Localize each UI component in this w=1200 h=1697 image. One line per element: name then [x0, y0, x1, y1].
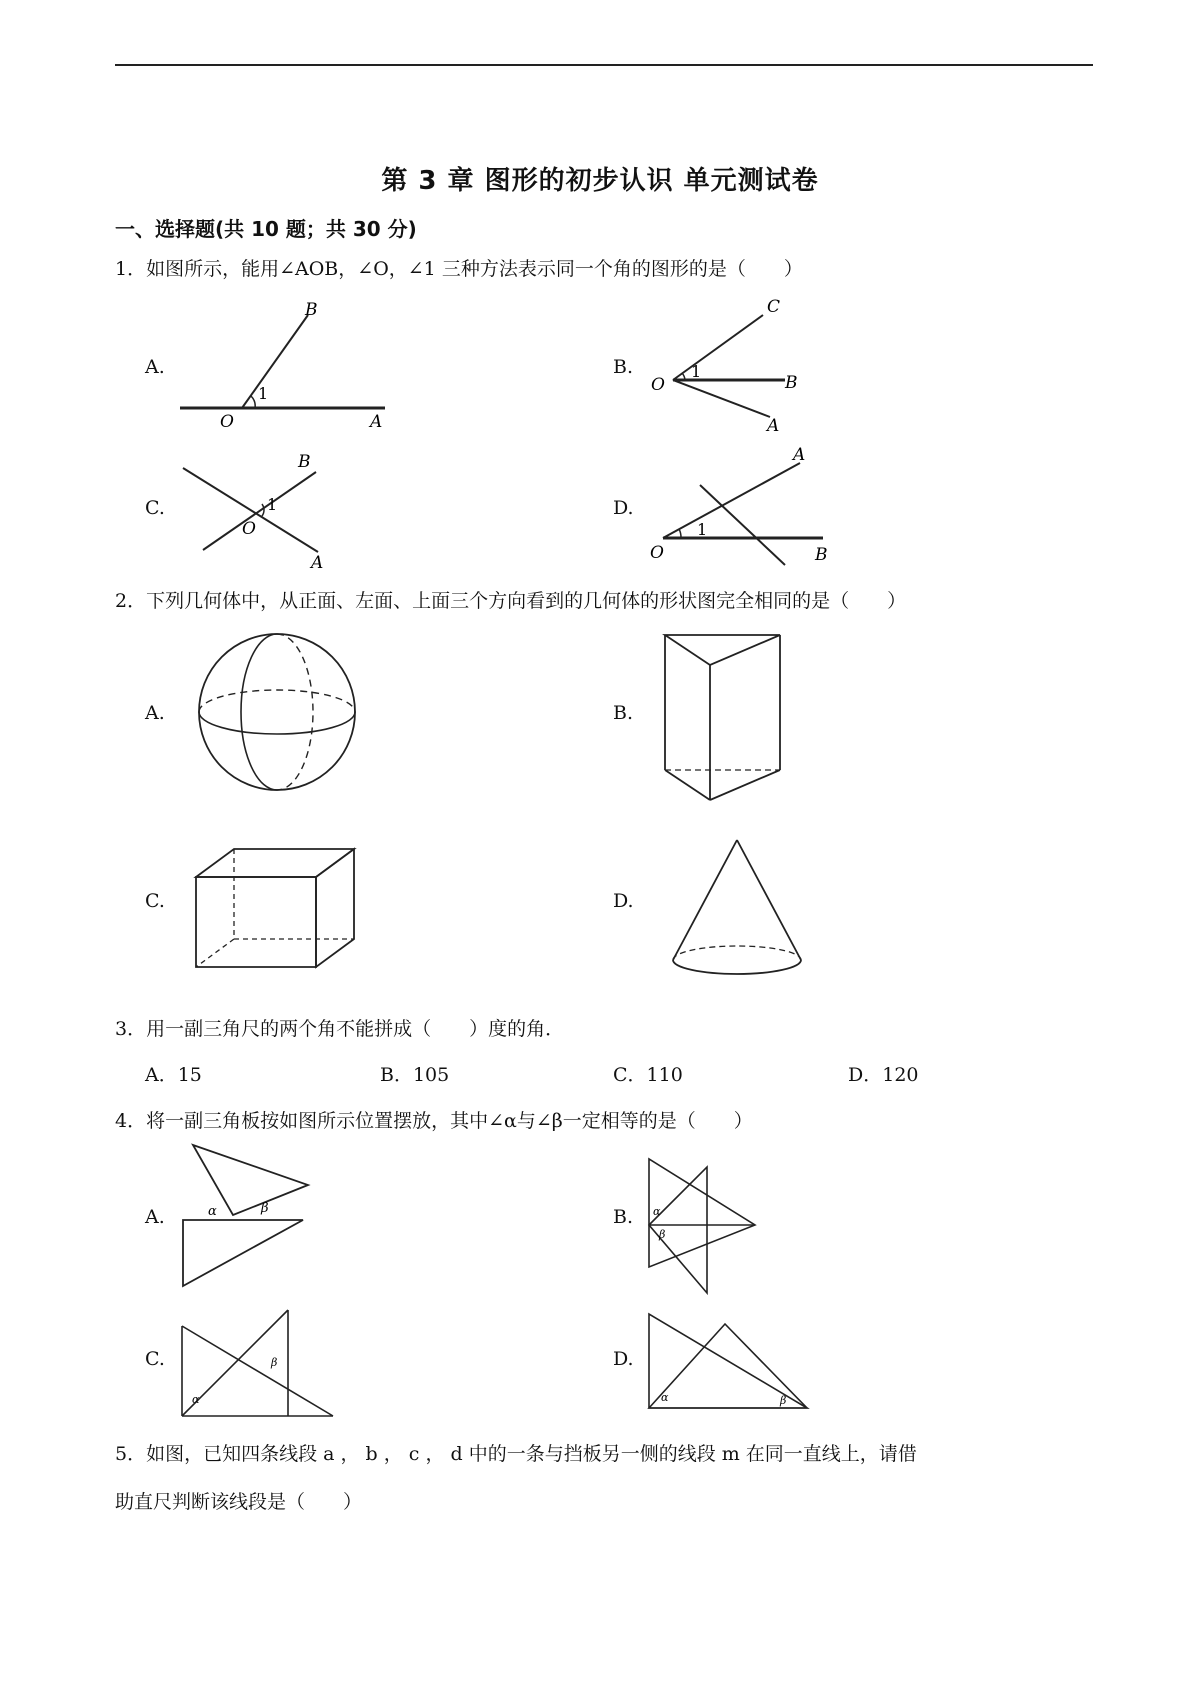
q4-option-d-label[interactable]: D. — [613, 1348, 634, 1370]
point-a-label: A — [767, 416, 780, 436]
angle-1-label: 1 — [258, 384, 269, 403]
q1-figure-b — [645, 295, 845, 435]
q2-option-a-label[interactable]: A. — [145, 702, 165, 724]
angle-arc — [251, 396, 255, 408]
angle-1-label: 1 — [691, 362, 702, 381]
sphere-figure — [195, 630, 375, 810]
angle-1-label: 1 — [267, 495, 278, 514]
cuboid-figure — [192, 845, 372, 975]
point-b-label: B — [785, 373, 798, 393]
q2-option-d-label[interactable]: D. — [613, 890, 634, 912]
point-o-label: O — [650, 543, 664, 563]
section-heading: 一、选择题(共 10 题；共 30 分) — [115, 217, 417, 241]
q1-option-b-label[interactable]: B. — [613, 356, 634, 378]
point-o-label: O — [220, 412, 234, 432]
q4-figure-b — [645, 1155, 775, 1300]
point-b-label: B — [305, 300, 318, 320]
ray-oc — [673, 315, 763, 380]
q4-figure-d — [645, 1310, 815, 1420]
question-5-line-1: 5．如图，已知四条线段 a ， b ， c ， d 中的一条与挡板另一侧的线段 m 在同一直线上，请借 — [115, 1443, 917, 1465]
q4-option-b-label[interactable]: B. — [613, 1206, 634, 1228]
question-4-text: 4．将一副三角板按如图所示位置摆放，其中∠α与∠β一定相等的是（ ） — [115, 1110, 753, 1132]
page-title: 第 3 章 图形的初步认识 单元测试卷 — [381, 166, 819, 196]
point-c-label: C — [767, 297, 781, 317]
alpha-label: α — [661, 1391, 669, 1404]
line-ao — [183, 468, 318, 552]
q1-option-d-label[interactable]: D. — [613, 497, 634, 519]
point-b-label: B — [815, 545, 828, 565]
q3-choice-b[interactable]: B．105 — [380, 1064, 450, 1086]
beta-label: β — [780, 1394, 787, 1407]
question-1-text: 1．如图所示，能用∠AOB，∠O，∠1 三种方法表示同一个角的图形的是（ ） — [115, 258, 803, 280]
alpha-label: α — [653, 1205, 661, 1218]
q1-option-c-label[interactable]: C. — [145, 497, 165, 519]
alpha-label: α — [208, 1204, 217, 1219]
q3-choice-c[interactable]: C．110 — [613, 1064, 683, 1086]
question-5-line-2: 助直尺判断该线段是（ ） — [115, 1491, 363, 1513]
triangular-prism-figure — [660, 630, 800, 810]
q4-option-c-label[interactable]: C. — [145, 1348, 165, 1370]
question-2-text: 2．下列几何体中，从正面、左面、上面三个方向看到的几何体的形状图完全相同的是（ ） — [115, 590, 907, 612]
point-b-label: B — [298, 452, 311, 472]
q2-option-c-label[interactable]: C. — [145, 890, 165, 912]
line-ob — [203, 472, 316, 550]
q1-option-a-label[interactable]: A. — [145, 356, 165, 378]
transversal — [700, 485, 785, 565]
question-3-text: 3．用一副三角尺的两个角不能拼成（ ）度的角． — [115, 1018, 565, 1040]
q4-option-a-label[interactable]: A. — [145, 1206, 165, 1228]
q3-choice-d[interactable]: D．120 — [848, 1064, 919, 1086]
q1-figure-c — [178, 440, 358, 573]
point-o-label: O — [651, 375, 665, 395]
q4-figure-a — [178, 1140, 328, 1290]
angle-1-label: 1 — [697, 520, 708, 539]
q1-figure-d — [645, 440, 845, 575]
point-o-label: O — [242, 519, 256, 539]
beta-label: β — [659, 1228, 666, 1241]
point-a-label: A — [370, 412, 383, 432]
beta-label: β — [261, 1201, 269, 1216]
ray-oa — [673, 380, 770, 417]
point-a-label: A — [311, 553, 324, 573]
ray-oa — [663, 463, 800, 538]
point-a-label: A — [793, 445, 806, 465]
header-rule — [115, 64, 1093, 66]
q1-figure-a — [175, 300, 395, 430]
ray-ob — [242, 315, 308, 408]
beta-label: β — [271, 1356, 278, 1369]
q2-option-b-label[interactable]: B. — [613, 702, 634, 724]
alpha-label: α — [192, 1393, 200, 1406]
q4-figure-c — [178, 1306, 338, 1421]
cone-figure — [665, 835, 815, 985]
q3-choice-a[interactable]: A．15 — [145, 1064, 202, 1086]
